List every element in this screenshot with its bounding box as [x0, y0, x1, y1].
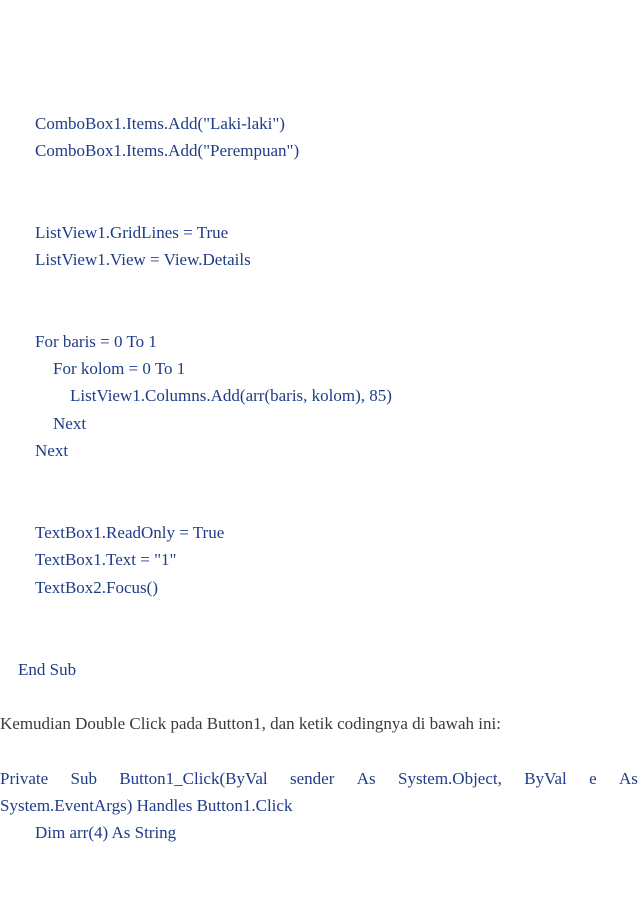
- code-word: ByVal: [524, 769, 567, 788]
- code-line: TextBox1.ReadOnly = True: [35, 523, 225, 542]
- code-line: Dim arr(4) As String: [35, 823, 177, 842]
- code-word: e: [589, 769, 597, 788]
- code-line: ListView1.Columns.Add(arr(baris, kolom), 85): [70, 386, 392, 405]
- code-line: For baris = 0 To 1: [35, 332, 157, 351]
- code-line: TextBox2.Focus(): [35, 578, 158, 597]
- code-line: ComboBox1.Items.Add("Perempuan"): [35, 141, 300, 160]
- instruction-text: Kemudian Double Click pada Button1, dan ketik codingnya di bawah ini:: [0, 714, 501, 733]
- code-word: As: [356, 769, 376, 788]
- code-line: Next: [35, 441, 69, 460]
- code-line: ListView1.GridLines = True: [35, 223, 229, 242]
- end-sub-line: End Sub: [18, 660, 77, 679]
- code-word: Private: [0, 769, 49, 788]
- sub-declaration-continuation: System.EventArgs) Handles Button1.Click: [0, 796, 293, 815]
- code-word: sender: [289, 769, 335, 788]
- code-word: Sub: [70, 769, 97, 788]
- code-line: Next: [53, 414, 87, 433]
- code-line: ListView1.View = View.Details: [35, 250, 251, 269]
- code-line: TextBox1.Text = "1": [35, 550, 177, 569]
- code-line: ComboBox1.Items.Add("Laki-laki"): [35, 114, 285, 133]
- code-word: System.Object,: [397, 769, 502, 788]
- code-word: Button1_Click(ByVal: [119, 769, 268, 788]
- code-line: For kolom = 0 To 1: [53, 359, 186, 378]
- code-word: As: [619, 769, 638, 788]
- sub-declaration-line: [0, 769, 638, 789]
